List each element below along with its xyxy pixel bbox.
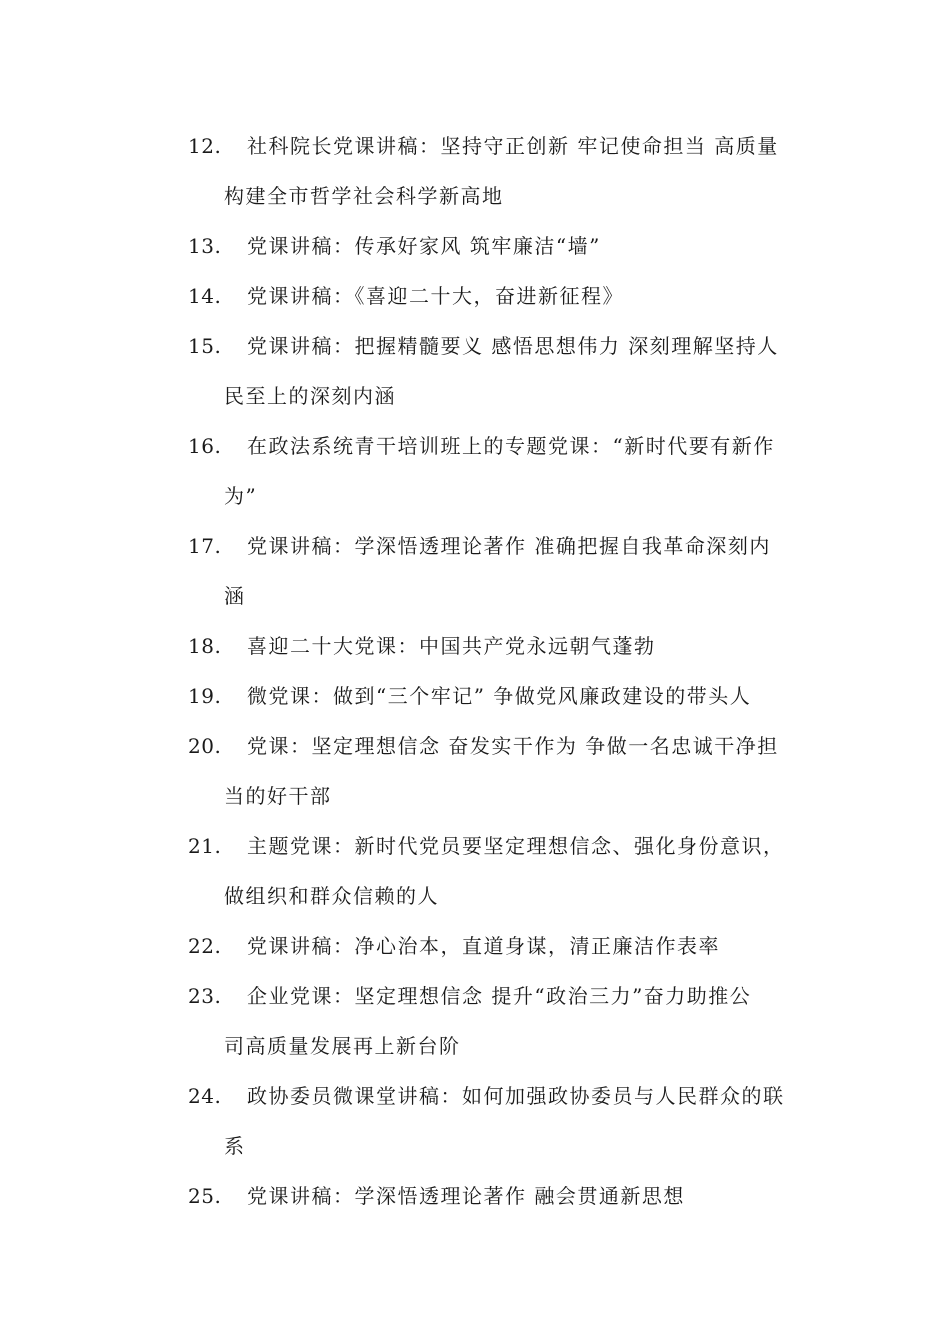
item-title-line: 主题党课：新时代党员要坚定理想信念、强化身份意识，: [247, 834, 785, 858]
list-item: [188, 434, 808, 509]
item-number: 21.: [188, 834, 222, 858]
list-item: [188, 984, 808, 1059]
item-title-line: 党课讲稿：把握精髓要义 感悟思想伟力 深刻理解坚持人: [247, 334, 779, 358]
item-title-line: 党课讲稿：传承好家风 筑牢廉洁“墙”: [247, 234, 601, 258]
list-item: [188, 1184, 808, 1209]
item-title-continuation: 构建全市哲学社会科学新高地: [224, 184, 504, 208]
item-title: [188, 634, 808, 659]
item-title-line: 喜迎二十大党课：中国共产党永远朝气蓬勃: [247, 634, 656, 658]
list-item: [188, 834, 808, 909]
item-number: 14.: [188, 284, 222, 308]
item-title-line: 党课讲稿：净心治本，直道身谋，清正廉洁作表率: [247, 934, 720, 958]
item-number: 12.: [188, 134, 222, 158]
item-title: [188, 834, 808, 909]
list-item: [188, 934, 808, 959]
list-item: [188, 734, 808, 809]
item-title: [188, 334, 808, 409]
item-title-line: 党课讲稿：《喜迎二十大，奋进新征程》: [247, 284, 624, 308]
table-of-contents-list: [188, 134, 808, 1234]
item-title: [188, 684, 808, 709]
list-item: [188, 334, 808, 409]
item-number: 17.: [188, 534, 222, 558]
item-title-continuation: 系: [224, 1134, 246, 1158]
item-title-continuation: 司高质量发展再上新台阶: [224, 1034, 461, 1058]
item-title-line: 在政法系统青干培训班上的专题党课：“新时代要有新作: [247, 434, 775, 458]
item-number: 22.: [188, 934, 222, 958]
item-title-continuation: 做组织和群众信赖的人: [224, 884, 439, 908]
item-title-continuation: 涵: [224, 584, 246, 608]
list-item: [188, 534, 808, 609]
item-title-line: 政协委员微课堂讲稿：如何加强政协委员与人民群众的联: [247, 1084, 785, 1108]
item-number: 19.: [188, 684, 222, 708]
list-item: [188, 1084, 808, 1159]
item-title: [188, 534, 808, 609]
item-title-line: 社科院长党课讲稿：坚持守正创新 牢记使命担当 高质量: [247, 134, 779, 158]
item-title-line: 党课讲稿：学深悟透理论著作 准确把握自我革命深刻内: [247, 534, 771, 558]
item-number: 23.: [188, 984, 222, 1008]
item-title-continuation: 当的好干部: [224, 784, 332, 808]
item-title: [188, 284, 808, 309]
item-title-continuation: 民至上的深刻内涵: [224, 384, 396, 408]
list-item: [188, 134, 808, 209]
list-item: [188, 284, 808, 309]
list-item: [188, 684, 808, 709]
item-number: 13.: [188, 234, 222, 258]
list-item: [188, 234, 808, 259]
list-item: [188, 634, 808, 659]
item-title-line: 微党课：做到“三个牢记” 争做党风廉政建设的带头人: [247, 684, 752, 708]
item-number: 16.: [188, 434, 222, 458]
item-title-line: 企业党课：坚定理想信念 提升“政治三力”奋力助推公: [247, 984, 752, 1008]
item-number: 20.: [188, 734, 222, 758]
item-number: 18.: [188, 634, 222, 658]
item-title: [188, 1084, 808, 1159]
item-number: 15.: [188, 334, 222, 358]
item-number: 24.: [188, 1084, 222, 1108]
item-title-continuation: 为”: [224, 484, 258, 508]
item-title: [188, 434, 808, 509]
item-title: [188, 1184, 808, 1209]
item-title-line: 党课讲稿：学深悟透理论著作 融会贯通新思想: [247, 1184, 685, 1208]
item-title-line: 党课：坚定理想信念 奋发实干作为 争做一名忠诚干净担: [247, 734, 779, 758]
item-title: [188, 234, 808, 259]
item-title: [188, 734, 808, 809]
item-number: 25.: [188, 1184, 222, 1208]
item-title: [188, 984, 808, 1059]
item-title: [188, 934, 808, 959]
item-title: [188, 134, 808, 209]
